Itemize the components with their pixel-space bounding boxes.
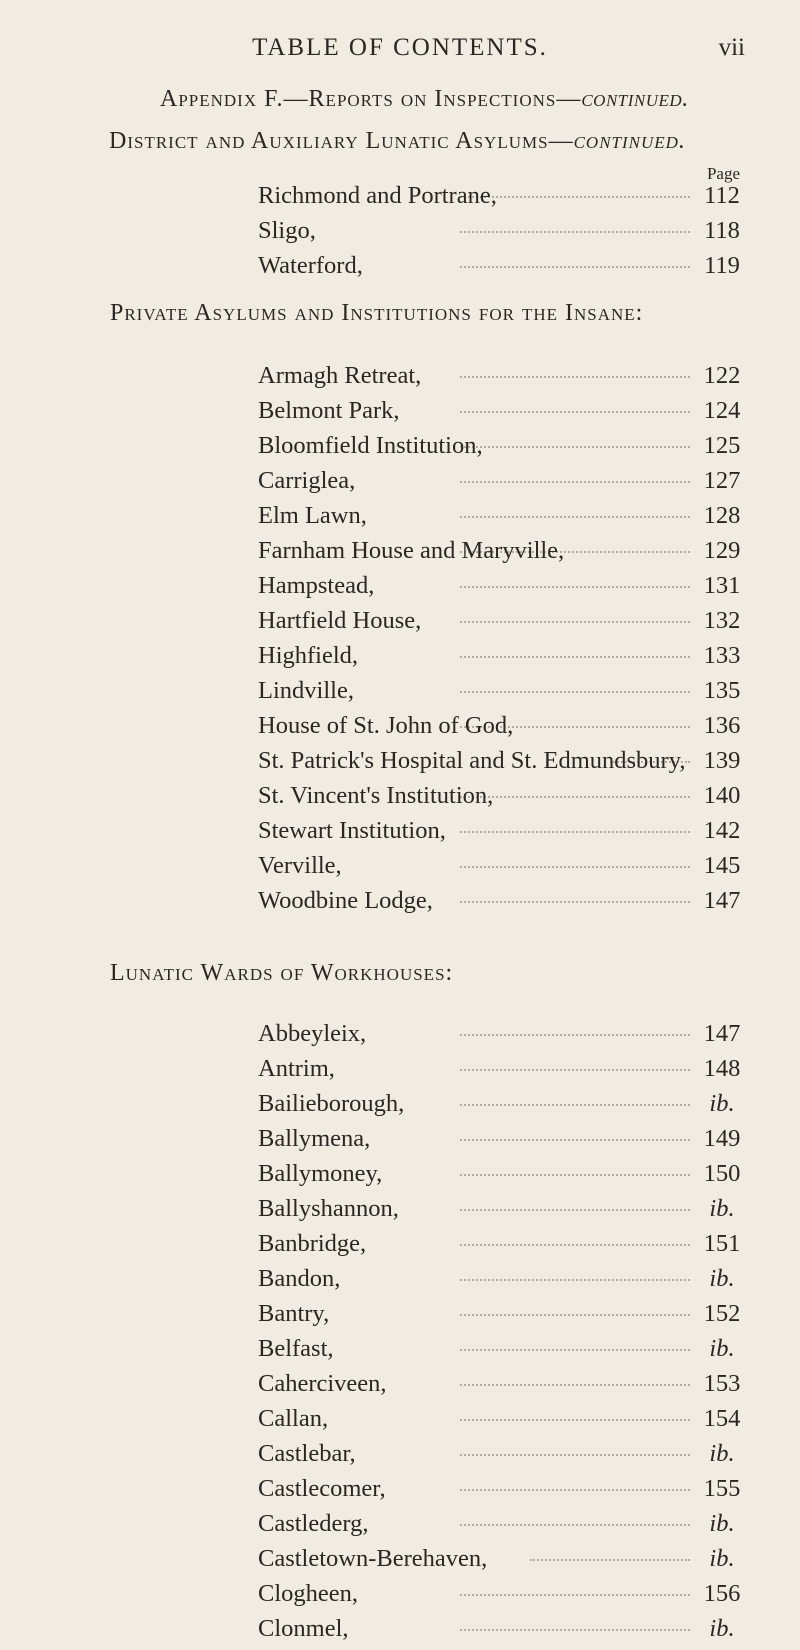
list-item: [0, 1230, 800, 1265]
entry-name: Highfield,: [258, 642, 359, 669]
entry-list-workhouses: [0, 1020, 800, 1650]
entry-name: Castlecomer,: [258, 1475, 386, 1502]
list-item: [0, 432, 800, 467]
dot-leader: [460, 376, 690, 378]
entry-name: Abbeyleix,: [258, 1020, 367, 1047]
list-item: [0, 1335, 800, 1370]
dot-leader: [460, 481, 690, 483]
page-number: vii: [718, 34, 745, 61]
entry-page: 140: [703, 782, 741, 809]
dot-leader: [610, 761, 690, 763]
list-item: [0, 182, 800, 217]
entry-name: Ballymoney,: [258, 1160, 383, 1187]
entry-page: ib.: [709, 1545, 735, 1572]
entry-page: ib.: [709, 1440, 735, 1467]
section-heading-district-continued: continued.: [573, 128, 686, 154]
dot-leader: [460, 1139, 690, 1141]
appendix-label: Appendix F.: [160, 86, 284, 112]
entry-name: Castlebar,: [258, 1440, 356, 1467]
entry-page: ib.: [709, 1265, 735, 1292]
dot-leader: [460, 621, 690, 623]
list-item: [0, 1090, 800, 1125]
list-item: [0, 1580, 800, 1615]
dot-leader: [460, 1489, 690, 1491]
list-item: [0, 1475, 800, 1510]
dot-leader: [460, 1524, 690, 1526]
entry-name: Bailieborough,: [258, 1090, 405, 1117]
page-header: [0, 34, 800, 74]
dot-leader: [460, 1209, 690, 1211]
dot-leader: [460, 266, 690, 268]
entry-list-private: [0, 362, 800, 922]
entry-name: Woodbine Lodge,: [258, 887, 433, 914]
list-item: [0, 712, 800, 747]
dot-leader: [460, 411, 690, 413]
appendix-heading: [160, 86, 689, 113]
dot-leader: [460, 1384, 690, 1386]
list-item: [0, 747, 800, 782]
list-item: [0, 817, 800, 852]
list-item: [0, 467, 800, 502]
entry-page: 156: [703, 1580, 741, 1607]
entry-name: Caherciveen,: [258, 1370, 387, 1397]
list-item: [0, 1125, 800, 1160]
list-item: [0, 1195, 800, 1230]
dot-leader: [460, 516, 690, 518]
entry-name: Belfast,: [258, 1335, 334, 1362]
entry-page: 151: [703, 1230, 741, 1257]
running-title: TABLE OF CONTENTS.: [252, 34, 548, 61]
dot-leader: [460, 1279, 690, 1281]
entry-page: 131: [703, 572, 741, 599]
dot-leader: [460, 551, 690, 553]
entry-page: 127: [703, 467, 741, 494]
entry-name: Farnham House and Maryville,: [258, 537, 565, 564]
list-item: [0, 252, 800, 287]
list-item: [0, 887, 800, 922]
dot-leader: [460, 1174, 690, 1176]
entry-page: 150: [703, 1160, 741, 1187]
list-item: [0, 1160, 800, 1195]
dot-leader: [460, 796, 690, 798]
entry-name: Bandon,: [258, 1265, 341, 1292]
entry-name: St. Vincent's Institution,: [258, 782, 494, 809]
entry-page: 155: [703, 1475, 741, 1502]
entry-name: Ballymena,: [258, 1125, 371, 1152]
appendix-continued: continued.: [581, 86, 689, 112]
list-item: [0, 782, 800, 817]
entry-page: 145: [703, 852, 741, 879]
list-item: [0, 1545, 800, 1580]
entry-page: 124: [703, 397, 741, 424]
entry-name: Castlederg,: [258, 1510, 369, 1537]
list-item: [0, 397, 800, 432]
entry-page: 119: [704, 252, 740, 279]
entry-name: Banbridge,: [258, 1230, 367, 1257]
list-item: [0, 537, 800, 572]
list-item: [0, 217, 800, 252]
entry-page: ib.: [709, 1090, 735, 1117]
list-item: [0, 502, 800, 537]
list-item: [0, 1055, 800, 1090]
list-item: [0, 1370, 800, 1405]
dot-leader: [460, 1069, 690, 1071]
entry-page: ib.: [709, 1195, 735, 1222]
entry-page: 129: [703, 537, 741, 564]
dot-leader: [460, 1594, 690, 1596]
entry-name: Verville,: [258, 852, 342, 879]
dot-leader: [460, 1244, 690, 1246]
entry-page: ib.: [709, 1510, 735, 1537]
list-item: [0, 607, 800, 642]
dot-leader: [460, 691, 690, 693]
entry-name: Elm Lawn,: [258, 502, 367, 529]
list-item: [0, 1615, 800, 1650]
section-heading-private: Private Asylums and Institutions for the Insane:: [110, 300, 644, 326]
dot-leader: [460, 1034, 690, 1036]
section-heading-district: [109, 128, 686, 155]
entry-page: 148: [703, 1055, 741, 1082]
entry-page: 139: [703, 747, 741, 774]
entry-page: 147: [703, 887, 741, 914]
list-item: [0, 642, 800, 677]
dot-leader: [460, 1314, 690, 1316]
entry-page: 152: [703, 1300, 741, 1327]
appendix-main: —Reports on Inspections—: [283, 86, 582, 112]
dot-leader: [460, 231, 690, 233]
entry-page: 142: [703, 817, 741, 844]
entry-name: Richmond and Portrane,: [258, 182, 497, 209]
dot-leader: [460, 656, 690, 658]
list-item: [0, 677, 800, 712]
dot-leader: [460, 1104, 690, 1106]
dot-leader: [530, 1559, 690, 1561]
entry-page: ib.: [709, 1335, 735, 1362]
entry-page: 135: [703, 677, 741, 704]
entry-name: Bloomfield Institution,: [258, 432, 483, 459]
entry-page: 147: [703, 1020, 741, 1047]
entry-name: Belmont Park,: [258, 397, 400, 424]
list-item: [0, 1510, 800, 1545]
entry-page: 149: [703, 1125, 741, 1152]
entry-name: Ballyshannon,: [258, 1195, 399, 1222]
entry-page: 154: [703, 1405, 741, 1432]
dot-leader: [460, 1349, 690, 1351]
dot-leader: [460, 446, 690, 448]
dot-leader: [460, 196, 690, 198]
entry-name: Castletown-Berehaven,: [258, 1545, 488, 1572]
entry-name: Bantry,: [258, 1300, 330, 1327]
list-item: [0, 362, 800, 397]
section-heading-workhouses: Lunatic Wards of Workhouses:: [110, 960, 454, 986]
entry-name: House of St. John of God,: [258, 712, 514, 739]
list-item: [0, 1300, 800, 1335]
entry-name: Antrim,: [258, 1055, 335, 1082]
entry-page: 133: [703, 642, 741, 669]
dot-leader: [460, 901, 690, 903]
list-item: [0, 1020, 800, 1055]
entry-name: Hartfield House,: [258, 607, 422, 634]
entry-name: Clogheen,: [258, 1580, 359, 1607]
section-heading-district-text: District and Auxiliary Lunatic Asylums—: [109, 128, 574, 154]
entry-name: Clonmel,: [258, 1615, 349, 1642]
dot-leader: [460, 831, 690, 833]
entry-name: Hampstead,: [258, 572, 375, 599]
dot-leader: [460, 866, 690, 868]
entry-name: Callan,: [258, 1405, 329, 1432]
page-column-label: Page: [706, 164, 740, 183]
entry-name: Armagh Retreat,: [258, 362, 422, 389]
entry-name: Lindville,: [258, 677, 354, 704]
entry-name: Carriglea,: [258, 467, 356, 494]
list-item: [0, 572, 800, 607]
entry-list-district: [0, 182, 800, 287]
entry-name: Waterford,: [258, 252, 363, 279]
list-item: [0, 1405, 800, 1440]
entry-name: Sligo,: [258, 217, 316, 244]
list-item: [0, 852, 800, 887]
dot-leader: [460, 726, 690, 728]
dot-leader: [460, 1629, 690, 1631]
entry-page: 153: [703, 1370, 741, 1397]
entry-page: 132: [703, 607, 741, 634]
list-item: [0, 1440, 800, 1475]
entry-page: 112: [704, 182, 740, 209]
entry-page: 128: [703, 502, 741, 529]
entry-name: St. Patrick's Hospital and St. Edmundsbury,: [258, 747, 686, 774]
dot-leader: [460, 1454, 690, 1456]
entry-page: ib.: [709, 1615, 735, 1642]
entry-page: 122: [703, 362, 741, 389]
entry-page: 125: [703, 432, 741, 459]
dot-leader: [460, 586, 690, 588]
entry-page: 118: [704, 217, 740, 244]
list-item: [0, 1265, 800, 1300]
entry-name: Stewart Institution,: [258, 817, 446, 844]
dot-leader: [460, 1419, 690, 1421]
entry-page: 136: [703, 712, 741, 739]
